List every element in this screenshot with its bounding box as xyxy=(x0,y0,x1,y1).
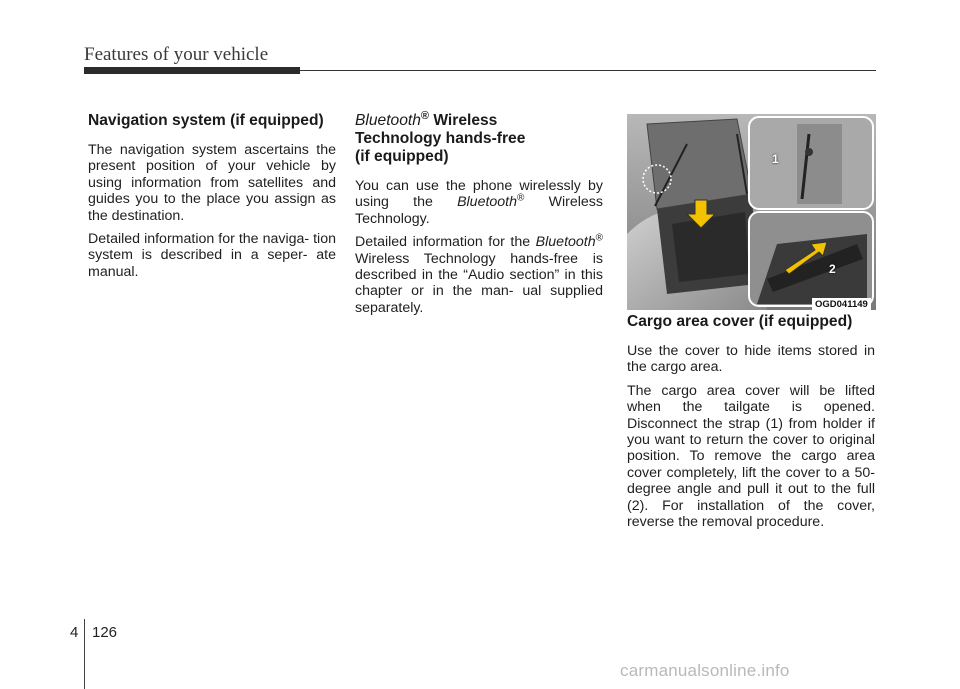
registered-mark: ® xyxy=(420,109,430,122)
bluetooth-heading-line2: Technology hands-free xyxy=(355,130,526,147)
page-header-title: Features of your vehicle xyxy=(84,44,269,65)
cargo-illustration xyxy=(627,114,876,310)
bluetooth-heading xyxy=(355,109,603,166)
figure-code: OGD041149 xyxy=(812,298,871,311)
bluetooth-p1-after: Wireless Technology. xyxy=(355,194,603,227)
registered-mark-2: ® xyxy=(595,232,603,244)
bluetooth-brand-inline-1: Bluetooth xyxy=(457,194,518,211)
bluetooth-p2-after: Wireless Technology hands-free is described in the “Audio section” in this chapter or in the man- ual supplied separately. xyxy=(355,250,603,316)
figure-label-1: 1 xyxy=(772,152,779,166)
cargo-section xyxy=(627,313,875,537)
navigation-paragraph-2: Detailed information for the naviga- tion system is described in a seper- ate manual. xyxy=(88,231,336,280)
cargo-heading: Cargo area cover (if equipped) xyxy=(627,313,853,330)
header-rule xyxy=(300,70,876,71)
bluetooth-section xyxy=(355,109,603,323)
bluetooth-brand: Bluetooth xyxy=(355,112,421,129)
footer-rule xyxy=(84,619,85,689)
cargo-cover-figure xyxy=(627,114,876,310)
watermark-text: carmanualsonline.info xyxy=(620,661,790,680)
cargo-paragraph-1: Use the cover to hide items stored in the cargo area. xyxy=(627,343,875,376)
bluetooth-paragraph-2 xyxy=(355,234,603,316)
registered-mark-1: ® xyxy=(517,192,525,204)
bluetooth-p1-before: You can use the phone wirelessly by using the xyxy=(355,178,603,211)
bluetooth-brand-inline-2: Bluetooth xyxy=(535,234,596,251)
navigation-heading: Navigation system (if equipped) xyxy=(88,112,324,129)
chapter-number: 4 xyxy=(70,624,79,641)
cargo-paragraph-2: The cargo area cover will be lifted when the tailgate is opened. Disconnect the strap (1) from holder if you want to return the cover to original position. To remove the cargo area cover completely, lift the cover to a 50- degree angle and pull it out to the full (2). For installation of the cover, reverse the removal procedure. xyxy=(627,382,875,531)
header-bar xyxy=(84,67,300,74)
bluetooth-heading-rest: Wireless xyxy=(429,112,498,129)
figure-label-2: 2 xyxy=(829,262,836,276)
page-number: 126 xyxy=(92,624,118,641)
navigation-section xyxy=(88,112,336,287)
bluetooth-paragraph-1 xyxy=(355,178,603,227)
bluetooth-p2-before: Detailed information for the xyxy=(355,234,536,251)
navigation-paragraph-1: The navigation system ascertains the present position of your vehicle by using information from satellites and guides you to the place you assign as the destination. xyxy=(88,142,336,224)
bluetooth-heading-line3: (if equipped) xyxy=(355,148,449,165)
